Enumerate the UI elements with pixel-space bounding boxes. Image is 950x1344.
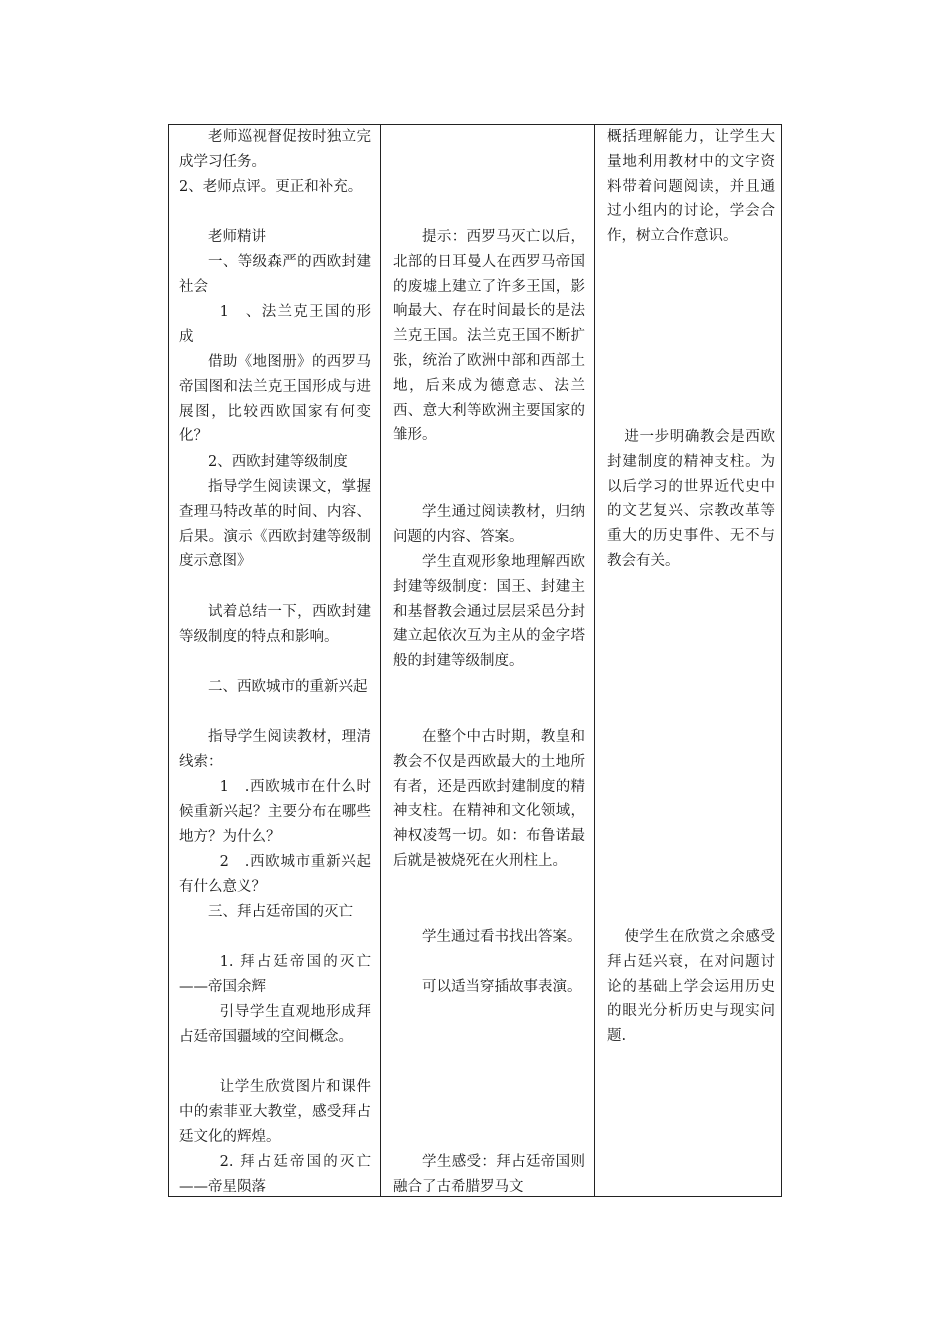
section-heading: 一、等级森严的西欧封建社会 (179, 254, 371, 295)
teacher-activity-column (169, 125, 380, 1196)
paragraph: 借助《地图册》的西罗马帝国图和法兰克王国形成与进展图，比较西欧国家有何变化？ (179, 354, 371, 445)
subsection-heading: 2. 拜占廷帝国的灭亡——帝星陨落 (179, 1154, 371, 1195)
section-heading: 二、西欧城市的重新兴起 (208, 679, 368, 695)
subsection-heading: 2、西欧封建等级制度 (208, 454, 348, 470)
paragraph: 试着总结一下，西欧封建等级制度的特点和影响。 (179, 604, 371, 645)
paragraph: 进一步明确教会是西欧封建制度的精神支柱。为以后学习的世界近代史中的文艺复兴、宗教改革等重大的历史事件、无不与教会有关。 (607, 429, 775, 569)
student-activity-column (381, 125, 594, 1196)
question-item: 2 .西欧城市重新兴起有什么意义？ (179, 854, 371, 895)
paragraph: 学生通过看书找出答案。 (422, 929, 582, 945)
paragraph: 老师巡视督促按时独立完成学习任务。 (179, 129, 371, 170)
section-heading: 老师精讲 (208, 229, 266, 245)
paragraph: 可以适当穿插故事表演。 (422, 979, 582, 995)
paragraph: 指导学生阅读课文，掌握查理马特改革的时间、内容、后果。演示《西欧封建等级制度示意图》 (179, 479, 371, 570)
subsection-heading: 1 、法兰克王国的形成 (179, 304, 371, 345)
paragraph: 学生通过阅读教材，归纳问题的内容、答案。 (393, 504, 585, 545)
paragraph: 指导学生阅读教材，理清线索： (179, 729, 371, 770)
paragraph: 学生感受：拜占廷帝国则融合了古希腊罗马文 (393, 1154, 585, 1195)
paragraph: 让学生欣赏图片和课件中的索菲亚大教堂，感受拜占廷文化的辉煌。 (179, 1079, 371, 1145)
paragraph: 引导学生直观地形成拜占廷帝国疆域的空间概念。 (179, 1004, 371, 1045)
paragraph: 在整个中古时期，教皇和教会不仅是西欧最大的土地所有者，还是西欧封建制度的精神支柱。在精神和文化领域，神权凌驾一切。如：布鲁诺最后就是被烧死在火刑柱上。 (393, 729, 585, 869)
paragraph: 概括理解能力，让学生大量地利用教材中的文字资料带着问题阅读，并且通过小组内的讨论，学会合作，树立合作意识。 (607, 129, 775, 245)
question-item: 1 .西欧城市在什么时候重新兴起？主要分布在哪些地方？为什么？ (179, 779, 371, 845)
lesson-plan-table (168, 124, 782, 1197)
paragraph: 提示：西罗马灭亡以后，北部的日耳曼人在西罗马帝国的废墟上建立了许多王国，影响最大、存在时间最长的是法兰克王国。法兰克王国不断扩张，统治了欧洲中部和西部土地，后来成为德意志、法兰西、意大利等欧洲主要国家的雏形。 (393, 229, 585, 444)
paragraph: 使学生在欣赏之余感受拜占廷兴衰，在对问题讨论的基础上学会运用历史的眼光分析历史与现实问题. (607, 929, 775, 1045)
subsection-heading: 1. 拜占廷帝国的灭亡——帝国余辉 (179, 954, 371, 995)
design-intent-column (595, 125, 782, 1196)
section-heading: 三、拜占廷帝国的灭亡 (208, 904, 353, 920)
paragraph: 学生直观形象地理解西欧封建等级制度：国王、封建主和基督教会通过层层采邑分封建立起依次互为主从的金字塔般的封建等级制度。 (393, 554, 585, 670)
paragraph: 2、老师点评。更正和补充。 (179, 179, 363, 195)
